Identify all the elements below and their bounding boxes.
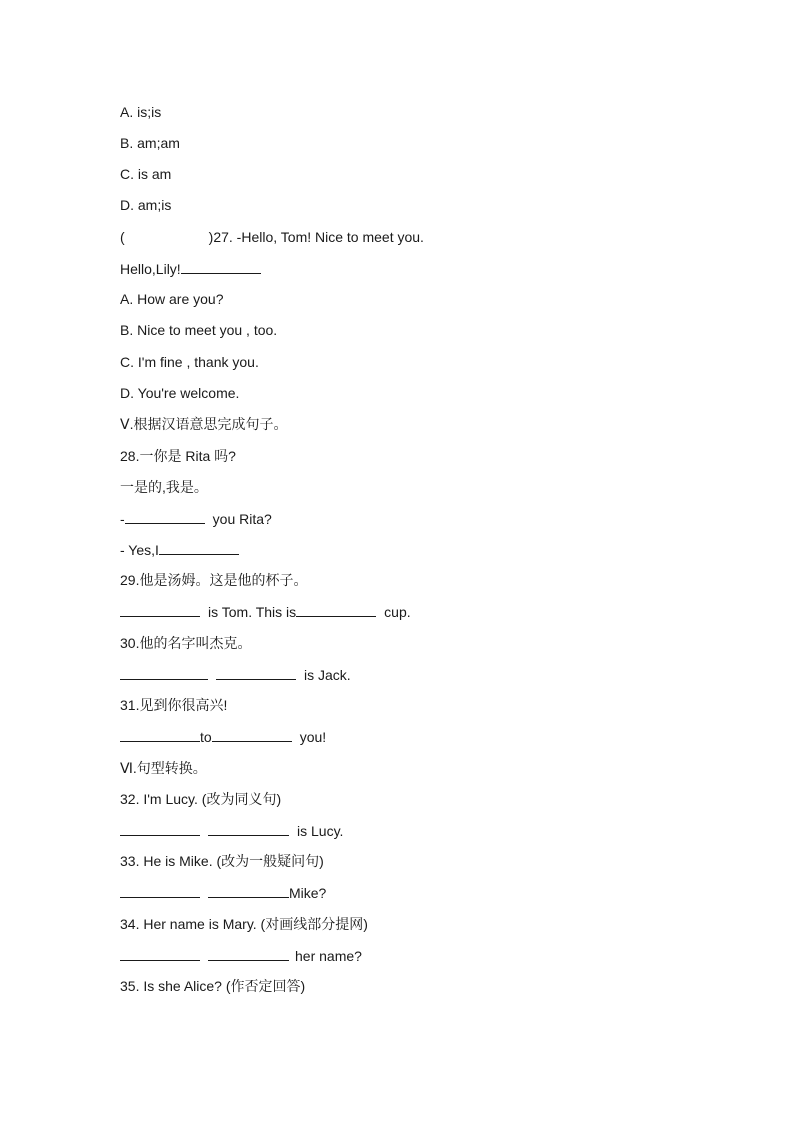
- q34-stem: 34. Her name is Mary. (对画线部分提网): [120, 916, 368, 932]
- q28-blank-2: [159, 540, 239, 555]
- q34-blank-2: [208, 946, 289, 961]
- q34-blank-1: [120, 946, 200, 961]
- q26-option-b: B. am;am: [120, 135, 180, 151]
- q30-english: [120, 665, 351, 684]
- q31-chinese: 31.见到你很高兴!: [120, 697, 228, 713]
- q26-option-d: D. am;is: [120, 197, 172, 213]
- q33-blank-2: [208, 883, 289, 898]
- q32-answer: [120, 821, 343, 840]
- q28-yes-prefix: - Yes,I: [120, 542, 159, 558]
- q27-option-a: A. How are you?: [120, 291, 224, 307]
- q29-blank-1: [120, 602, 200, 617]
- q27-option-b: B. Nice to meet you , too.: [120, 322, 278, 338]
- q27-reply-line: [120, 259, 261, 278]
- q27-stem: )27. -Hello, Tom! Nice to meet you.: [208, 229, 424, 245]
- q29-chinese: 29.他是汤姆。这是他的杯子。: [120, 572, 308, 588]
- q31-blank-2: [212, 727, 292, 742]
- q27-reply-prefix: Hello,Lily!: [120, 261, 181, 277]
- q35-stem: 35. Is she Alice? (作否定回答): [120, 978, 306, 994]
- q30-blank-1: [120, 665, 208, 680]
- section6-title: Ⅵ.句型转换。: [120, 760, 207, 776]
- q34-answer: [120, 946, 362, 965]
- q27-option-d: D. You're welcome.: [120, 385, 240, 401]
- q28-english-1: [120, 509, 272, 528]
- q31-english: [120, 727, 326, 746]
- q28-chinese-1: 28.一你是 Rita 吗?: [120, 448, 236, 464]
- q26-option-a: A. is;is: [120, 104, 162, 120]
- q28-english-2: [120, 540, 239, 559]
- q27-open-paren: (: [120, 229, 125, 245]
- q28-dash: -: [120, 511, 125, 527]
- q30-blank-2: [216, 665, 296, 680]
- q29-end: cup.: [384, 604, 411, 620]
- q33-answer: [120, 883, 326, 902]
- q31-mid: to: [200, 729, 212, 745]
- q27-reply-blank: [181, 259, 261, 274]
- q32-stem: 32. I'm Lucy. (改为同义句): [120, 791, 282, 807]
- q29-mid: is Tom. This is: [208, 604, 297, 620]
- q28-blank-1: [125, 509, 205, 524]
- q30-chinese: 30.他的名字叫杰克。: [120, 635, 252, 651]
- q31-end: you!: [299, 729, 327, 745]
- q27-stem-line: [120, 228, 424, 246]
- q28-suffix: you Rita?: [212, 511, 272, 527]
- q34-end: her name?: [295, 948, 362, 964]
- q29-english: [120, 602, 411, 621]
- section5-title: Ⅴ.根据汉语意思完成句子。: [120, 416, 288, 432]
- q28-chinese-2: 一是的,我是。: [120, 479, 208, 495]
- q30-end: is Jack.: [304, 667, 351, 683]
- q32-blank-1: [120, 821, 200, 836]
- q29-blank-2: [296, 602, 376, 617]
- q31-blank-1: [120, 727, 200, 742]
- q27-option-c: C. I'm fine , thank you.: [120, 354, 259, 370]
- q26-option-c: C. is am: [120, 166, 172, 182]
- q32-blank-2: [208, 821, 289, 836]
- q33-blank-1: [120, 883, 200, 898]
- q33-end: Mike?: [289, 885, 327, 901]
- q32-end: is Lucy.: [297, 823, 344, 839]
- q33-stem: 33. He is Mike. (改为一般疑问句): [120, 853, 324, 869]
